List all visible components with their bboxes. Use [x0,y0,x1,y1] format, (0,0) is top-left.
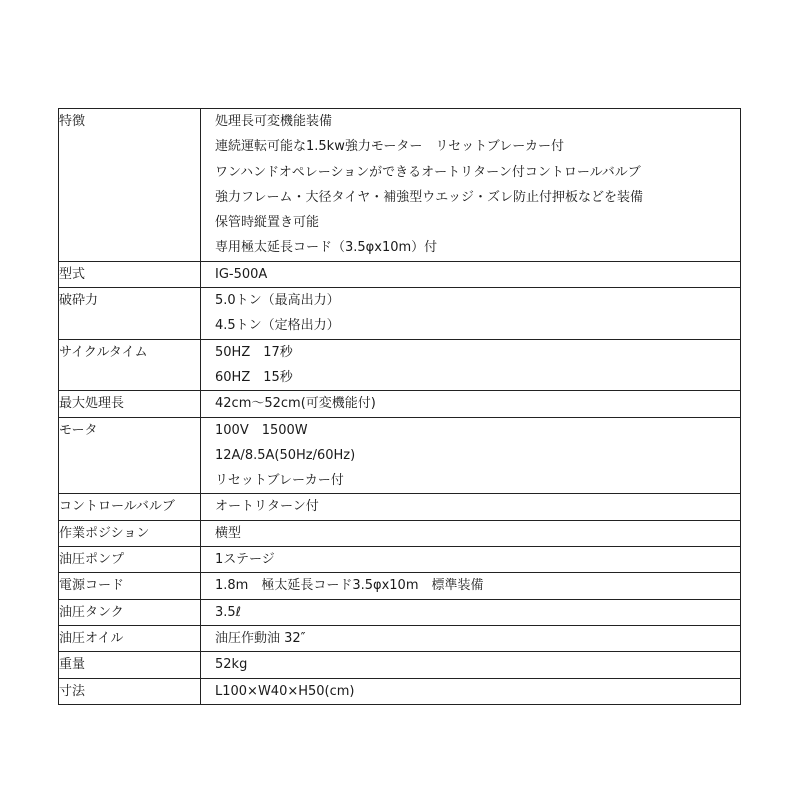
spec-value-line: 12A/8.5A(50Hz/60Hz) [215,447,356,463]
spec-label: 最大処理長 [59,391,201,417]
spec-value-line: 5.0トン（最高出力） [215,293,340,309]
spec-row [59,599,741,625]
spec-value-cell [201,520,741,546]
spec-label: 重量 [59,652,201,678]
spec-value-line: 横型 [215,525,242,541]
spec-value-line: オートリターン付 [215,499,319,515]
spec-value-line: 1ステージ [215,552,275,568]
spec-value-line: 4.5トン（定格出力） [215,318,340,334]
spec-value-cell [201,417,741,494]
spec-row [59,494,741,520]
spec-value-line: 50HZ 17秒 [215,344,293,360]
spec-value-cell [201,261,741,287]
spec-row [59,109,741,262]
spec-value-cell [201,678,741,704]
spec-value-cell [201,109,741,262]
spec-value-line: リセットブレーカー付 [215,473,344,489]
spec-value-line: 専用極太延長コード（3.5φx10m）付 [215,240,438,256]
spec-label: 作業ポジション [59,520,201,546]
spec-label: 油圧タンク [59,599,201,625]
spec-label: 電源コード [59,573,201,599]
spec-value-line: 3.5ℓ [215,604,242,620]
spec-value-line: L100×W40×H50(cm) [215,683,355,699]
spec-value-cell [201,391,741,417]
spec-table [58,108,741,705]
spec-label: サイクルタイム [59,339,201,391]
spec-label: 油圧オイル [59,625,201,651]
spec-label: コントロールバルブ [59,494,201,520]
spec-value-line: 52kg [215,657,248,673]
spec-row [59,391,741,417]
spec-value-cell [201,599,741,625]
spec-label: 型式 [59,261,201,287]
spec-row [59,520,741,546]
spec-row [59,625,741,651]
spec-row [59,261,741,287]
spec-row [59,678,741,704]
spec-row [59,652,741,678]
spec-value-line: 連続運転可能な1.5kw強力モーター リセットブレーカー付 [215,139,565,155]
spec-value-cell [201,339,741,391]
spec-value-cell [201,494,741,520]
spec-value-line: 保管時縦置き可能 [215,215,320,231]
spec-value-cell [201,652,741,678]
spec-value-cell [201,625,741,651]
spec-value-line: 強力フレーム・大径タイヤ・補強型ウエッジ・ズレ防止付押板などを装備 [215,189,643,205]
spec-label: モータ [59,417,201,494]
spec-label: 特徴 [59,109,201,262]
spec-value-line: 100V 1500W [215,422,308,438]
spec-value-cell [201,547,741,573]
spec-row [59,288,741,340]
spec-label: 油圧ポンプ [59,547,201,573]
spec-label: 破砕力 [59,288,201,340]
spec-value-line: IG-500A [215,266,268,282]
spec-row [59,547,741,573]
spec-value-line: 60HZ 15秒 [215,369,293,385]
spec-label: 寸法 [59,678,201,704]
spec-row [59,417,741,494]
spec-value-line: 1.8m 極太延長コード3.5φx10m 標準装備 [215,578,484,594]
spec-value-line: 42cm～52cm(可変機能付) [215,396,376,412]
spec-value-line: ワンハンドオペレーションができるオートリターン付コントロールバルブ [215,164,641,180]
spec-value-line: 処理長可変機能装備 [215,114,333,129]
spec-table-body [59,109,741,705]
spec-value-cell [201,288,741,340]
spec-row [59,339,741,391]
spec-row [59,573,741,599]
spec-value-cell [201,573,741,599]
spec-value-line: 油圧作動油 32″ [215,630,306,646]
